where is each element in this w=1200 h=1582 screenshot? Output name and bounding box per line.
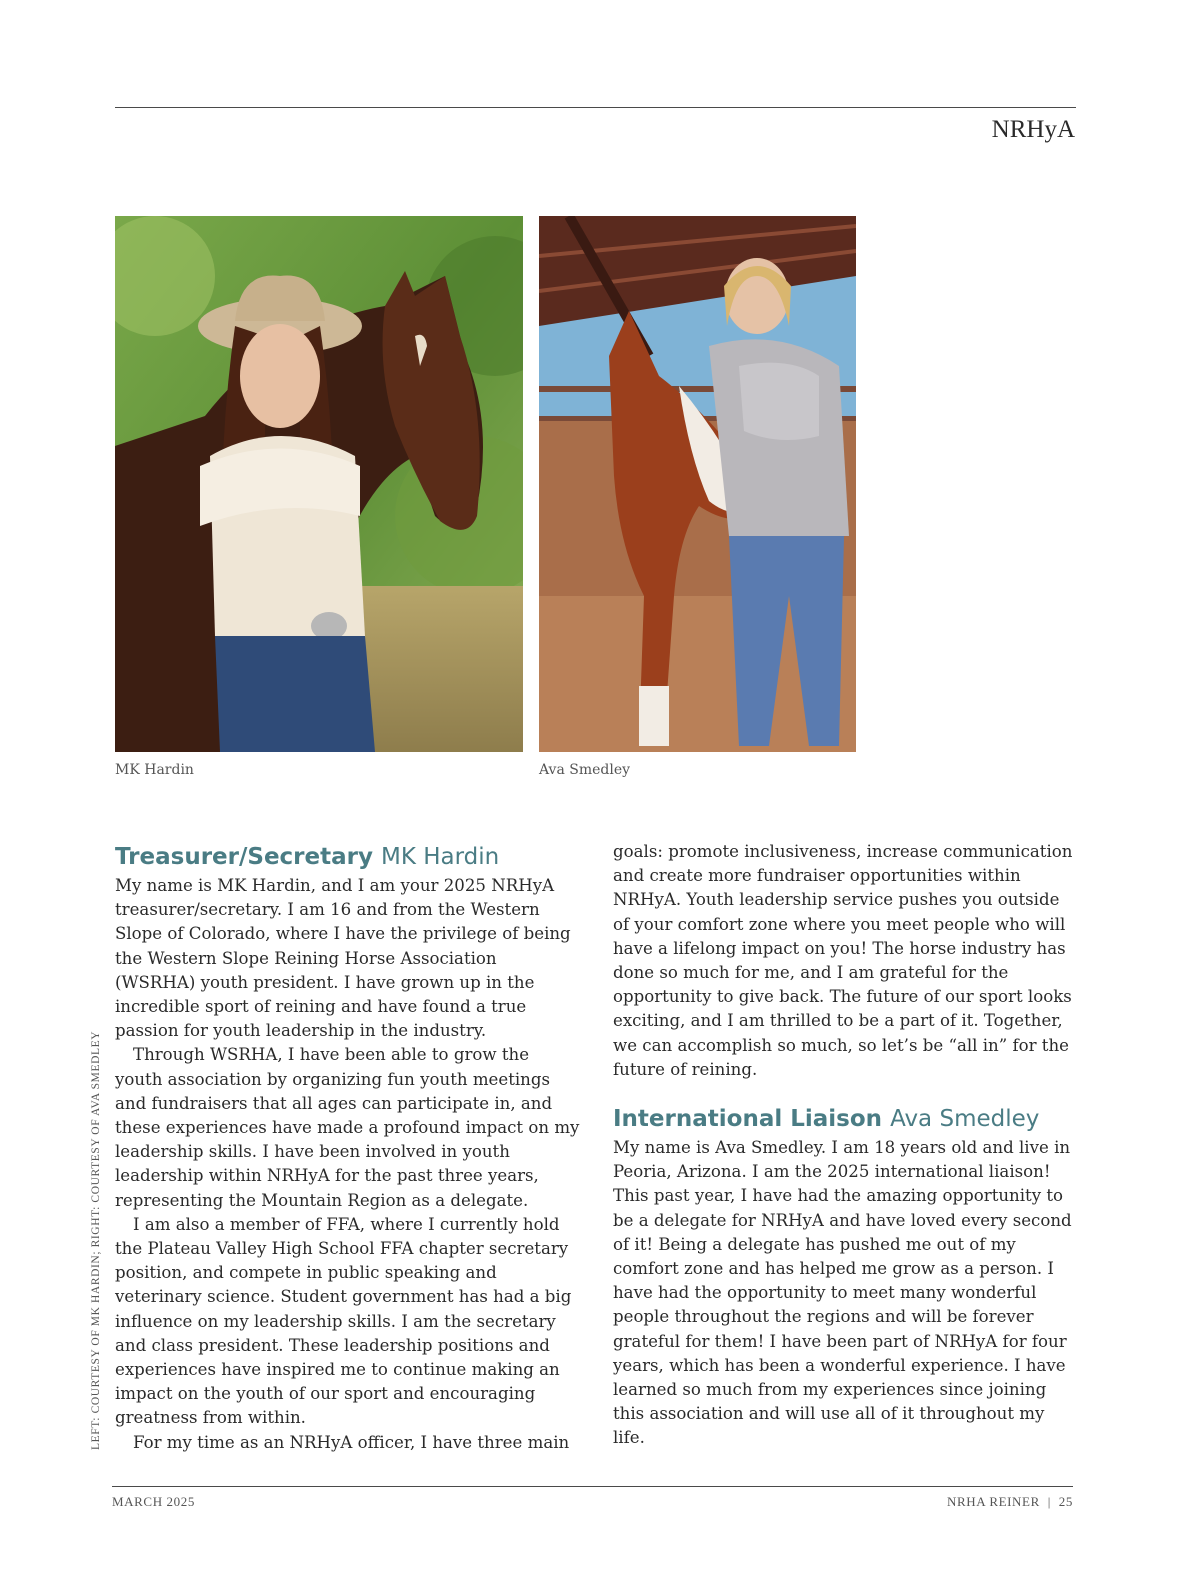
page-number: 25 bbox=[1058, 1494, 1073, 1509]
article-body bbox=[115, 874, 580, 1455]
paragraph: Through WSRHA, I have been able to grow the youth association by organizing fun youth meetings and fundraisers that all ages can participate in, and these experiences have made a profound impact on my leadership skills. I have been involved in youth leadership within NRHyA for the past three years, representing the Mountain Region as a delegate. bbox=[115, 1045, 580, 1210]
footer-folio bbox=[947, 1494, 1073, 1510]
heading-role: International Liaison bbox=[613, 1106, 883, 1133]
folio-separator: | bbox=[1047, 1494, 1051, 1509]
paragraph: My name is MK Hardin, and I am your 2025 NRHyA treasurer/secretary. I am 16 and from the Western Slope of Colorado, where I have the privilege of being the Western Slope Reining Horse Association (WSRHA) youth president. I have grown up in the incredible sport of reining and have found a true passion for youth leadership in the industry. bbox=[115, 876, 571, 1041]
article-heading bbox=[613, 1102, 1078, 1136]
right-column bbox=[613, 840, 1078, 1451]
article-body bbox=[613, 1136, 1078, 1451]
photo-ava-smedley bbox=[539, 216, 856, 752]
photo-caption-right: Ava Smedley bbox=[539, 762, 631, 778]
article-mk-hardin bbox=[115, 840, 580, 1455]
heading-name: MK Hardin bbox=[380, 844, 500, 870]
article-continuation bbox=[613, 840, 1078, 1082]
footer-rule bbox=[112, 1486, 1073, 1487]
article-heading bbox=[115, 840, 580, 874]
publication-name: NRHA REINER bbox=[946, 1494, 1040, 1509]
heading-role: Treasurer/Secretary bbox=[115, 844, 373, 870]
photo-mk-hardin bbox=[115, 216, 523, 752]
paragraph: goals: promote inclusiveness, increase communication and create more fundraiser opportunities within NRHyA. Youth leadership service pushes you outside of your comfort zone where you meet people who will have a lifelong impact on you! The horse industry has done so much for me, and I am grateful for the opportunity to give back. The future of our sport looks exciting, and I am thrilled to be a part of it. Together, we can accomplish so much, so let’s be “all in” for the future of reining. bbox=[613, 842, 1073, 1079]
heading-name: Ava Smedley bbox=[890, 1106, 1040, 1133]
header-rule bbox=[115, 107, 1076, 108]
paragraph: My name is Ava Smedley. I am 18 years old and live in Peoria, Arizona. I am the 2025 international liaison! This past year, I have had the amazing opportunity to be a delegate for NRHyA and have loved every second of it! Being a delegate has pushed me out of my comfort zone and has helped me grow as a person. I have had the opportunity to meet many wonderful people throughout the regions and will be forever grateful for them! I have been part of NRHyA for four years, which has been a wonderful experience. I have learned so much from my experiences since joining this association and will use all of it throughout my life. bbox=[613, 1138, 1072, 1448]
photo-credit: LEFT: COURTESY OF MK HARDIN; RIGHT: COURTESY OF AVA SMEDLEY bbox=[90, 1030, 102, 1450]
paragraph: For my time as an NRHyA officer, I have three main bbox=[133, 1432, 570, 1452]
section-label: NRHyA bbox=[991, 116, 1075, 143]
photo-caption-left: MK Hardin bbox=[115, 762, 194, 778]
footer-date: MARCH 2025 bbox=[112, 1494, 195, 1509]
paragraph: I am also a member of FFA, where I currently hold the Plateau Valley High School FFA chapter secretary position, and compete in public speaking and veterinary science. Student government has had a big influence on my leadership skills. I am the secretary and class president. These leadership positions and experiences have inspired me to continue making an impact on the youth of our sport and encouraging greatness from within. bbox=[115, 1214, 572, 1428]
